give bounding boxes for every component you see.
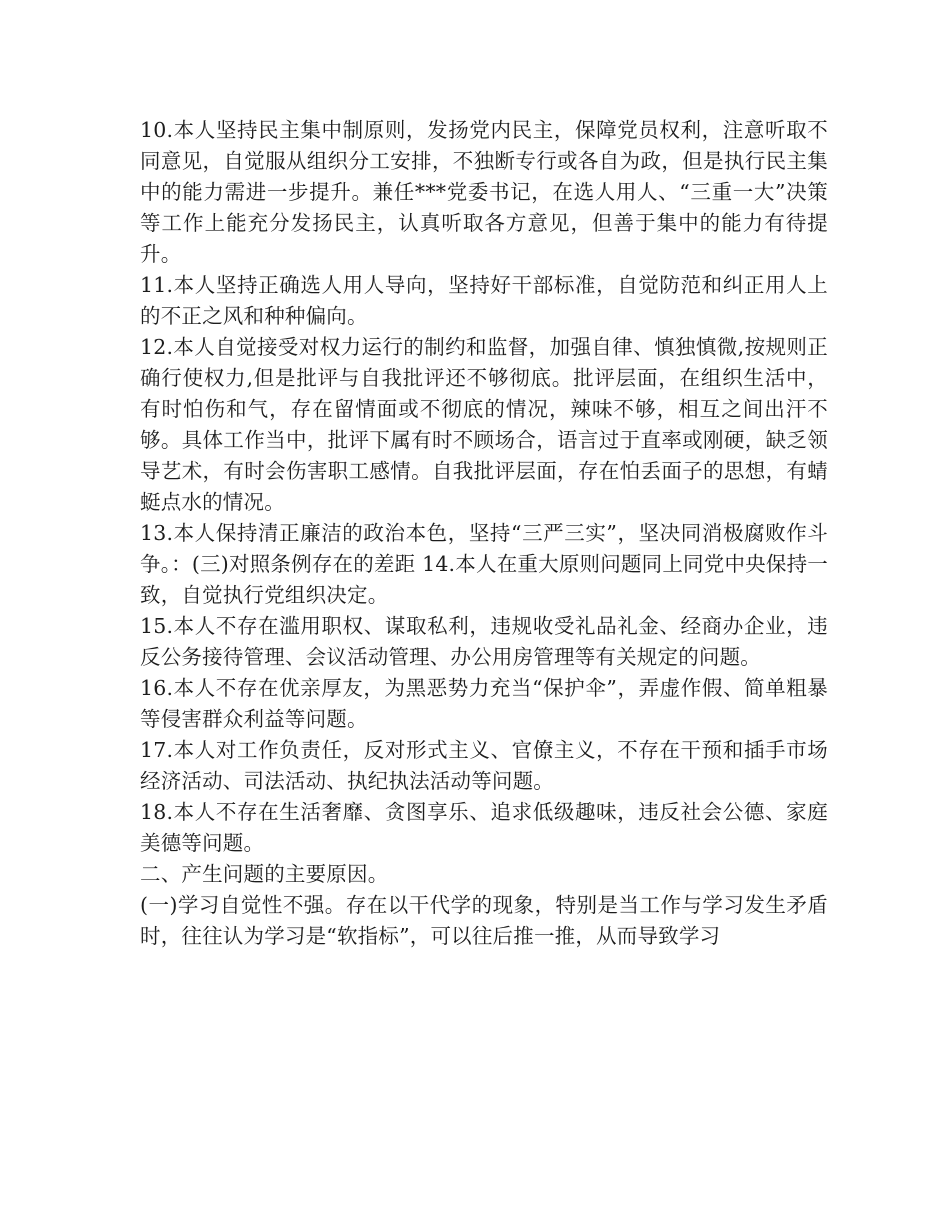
paragraph-17-formalism: 17.本人对工作负责任，反对形式主义、官僚主义，不存在干预和插手市场经济活动、司法活动、执纪执法活动等问题。 xyxy=(140,738,828,793)
paragraph-13-integrity: 13.本人保持清正廉洁的政治本色，坚持“三严三实”，坚决同消极腐败作斗争。：(三)对照条例存在的差距 14.本人在重大原则问题同上同党中央保持一致，自觉执行党组织决定。 xyxy=(140,521,828,607)
paragraph-cause-1-learning: (一)学习自觉性不强。存在以干代学的现象，特别是当工作与学习发生矛盾时，往往认为学习是“软指标”，可以往后推一推，从而导致学习 xyxy=(140,893,828,948)
paragraph-10-democratic-centralism: 10.本人坚持民主集中制原则，发扬党内民主，保障党员权利，注意听取不同意见，自觉服从组织分工安排，不独断专行或各自为政，但是执行民主集中的能力需进一步提升。兼任***党委书记，在选人用人、“三重一大”决策等工作上能充分发扬民主，认真听取各方意见，但善于集中的能力有待提升。 xyxy=(140,118,828,266)
document-body xyxy=(140,115,828,952)
paragraph-11-personnel-selection: 11.本人坚持正确选人用人导向，坚持好干部标准，自觉防范和纠正用人上的不正之风和种种偏向。 xyxy=(140,273,828,328)
section-heading-main-causes: 二、产生问题的主要原因。 xyxy=(140,862,389,886)
paragraph-18-lifestyle: 18.本人不存在生活奢靡、贪图享乐、追求低级趣味，违反社会公德、家庭美德等问题。 xyxy=(140,800,828,855)
paragraph-16-public-interest: 16.本人不存在优亲厚友，为黑恶势力充当“保护伞”，弄虚作假、简单粗暴等侵害群众利益等问题。 xyxy=(140,676,828,731)
paragraph-15-abuse-of-power: 15.本人不存在滥用职权、谋取私利，违规收受礼品礼金、经商办企业，违反公务接待管理、会议活动管理、办公用房管理等有关规定的问题。 xyxy=(140,614,828,669)
paragraph-12-supervision-and-criticism: 12.本人自觉接受对权力运行的制约和监督，加强自律、慎独慎微,按规则正确行使权力,但是批评与自我批评还不够彻底。批评层面，在组织生活中，有时怕伤和气，存在留情面或不彻底的情况，辣味不够，相互之间出汗不够。具体工作当中，批评下属有时不顾场合，语言过于直率或刚硬，缺乏领导艺术，有时会伤害职工感情。自我批评层面，存在怕丢面子的思想，有蜻蜓点水的情况。 xyxy=(140,335,828,514)
